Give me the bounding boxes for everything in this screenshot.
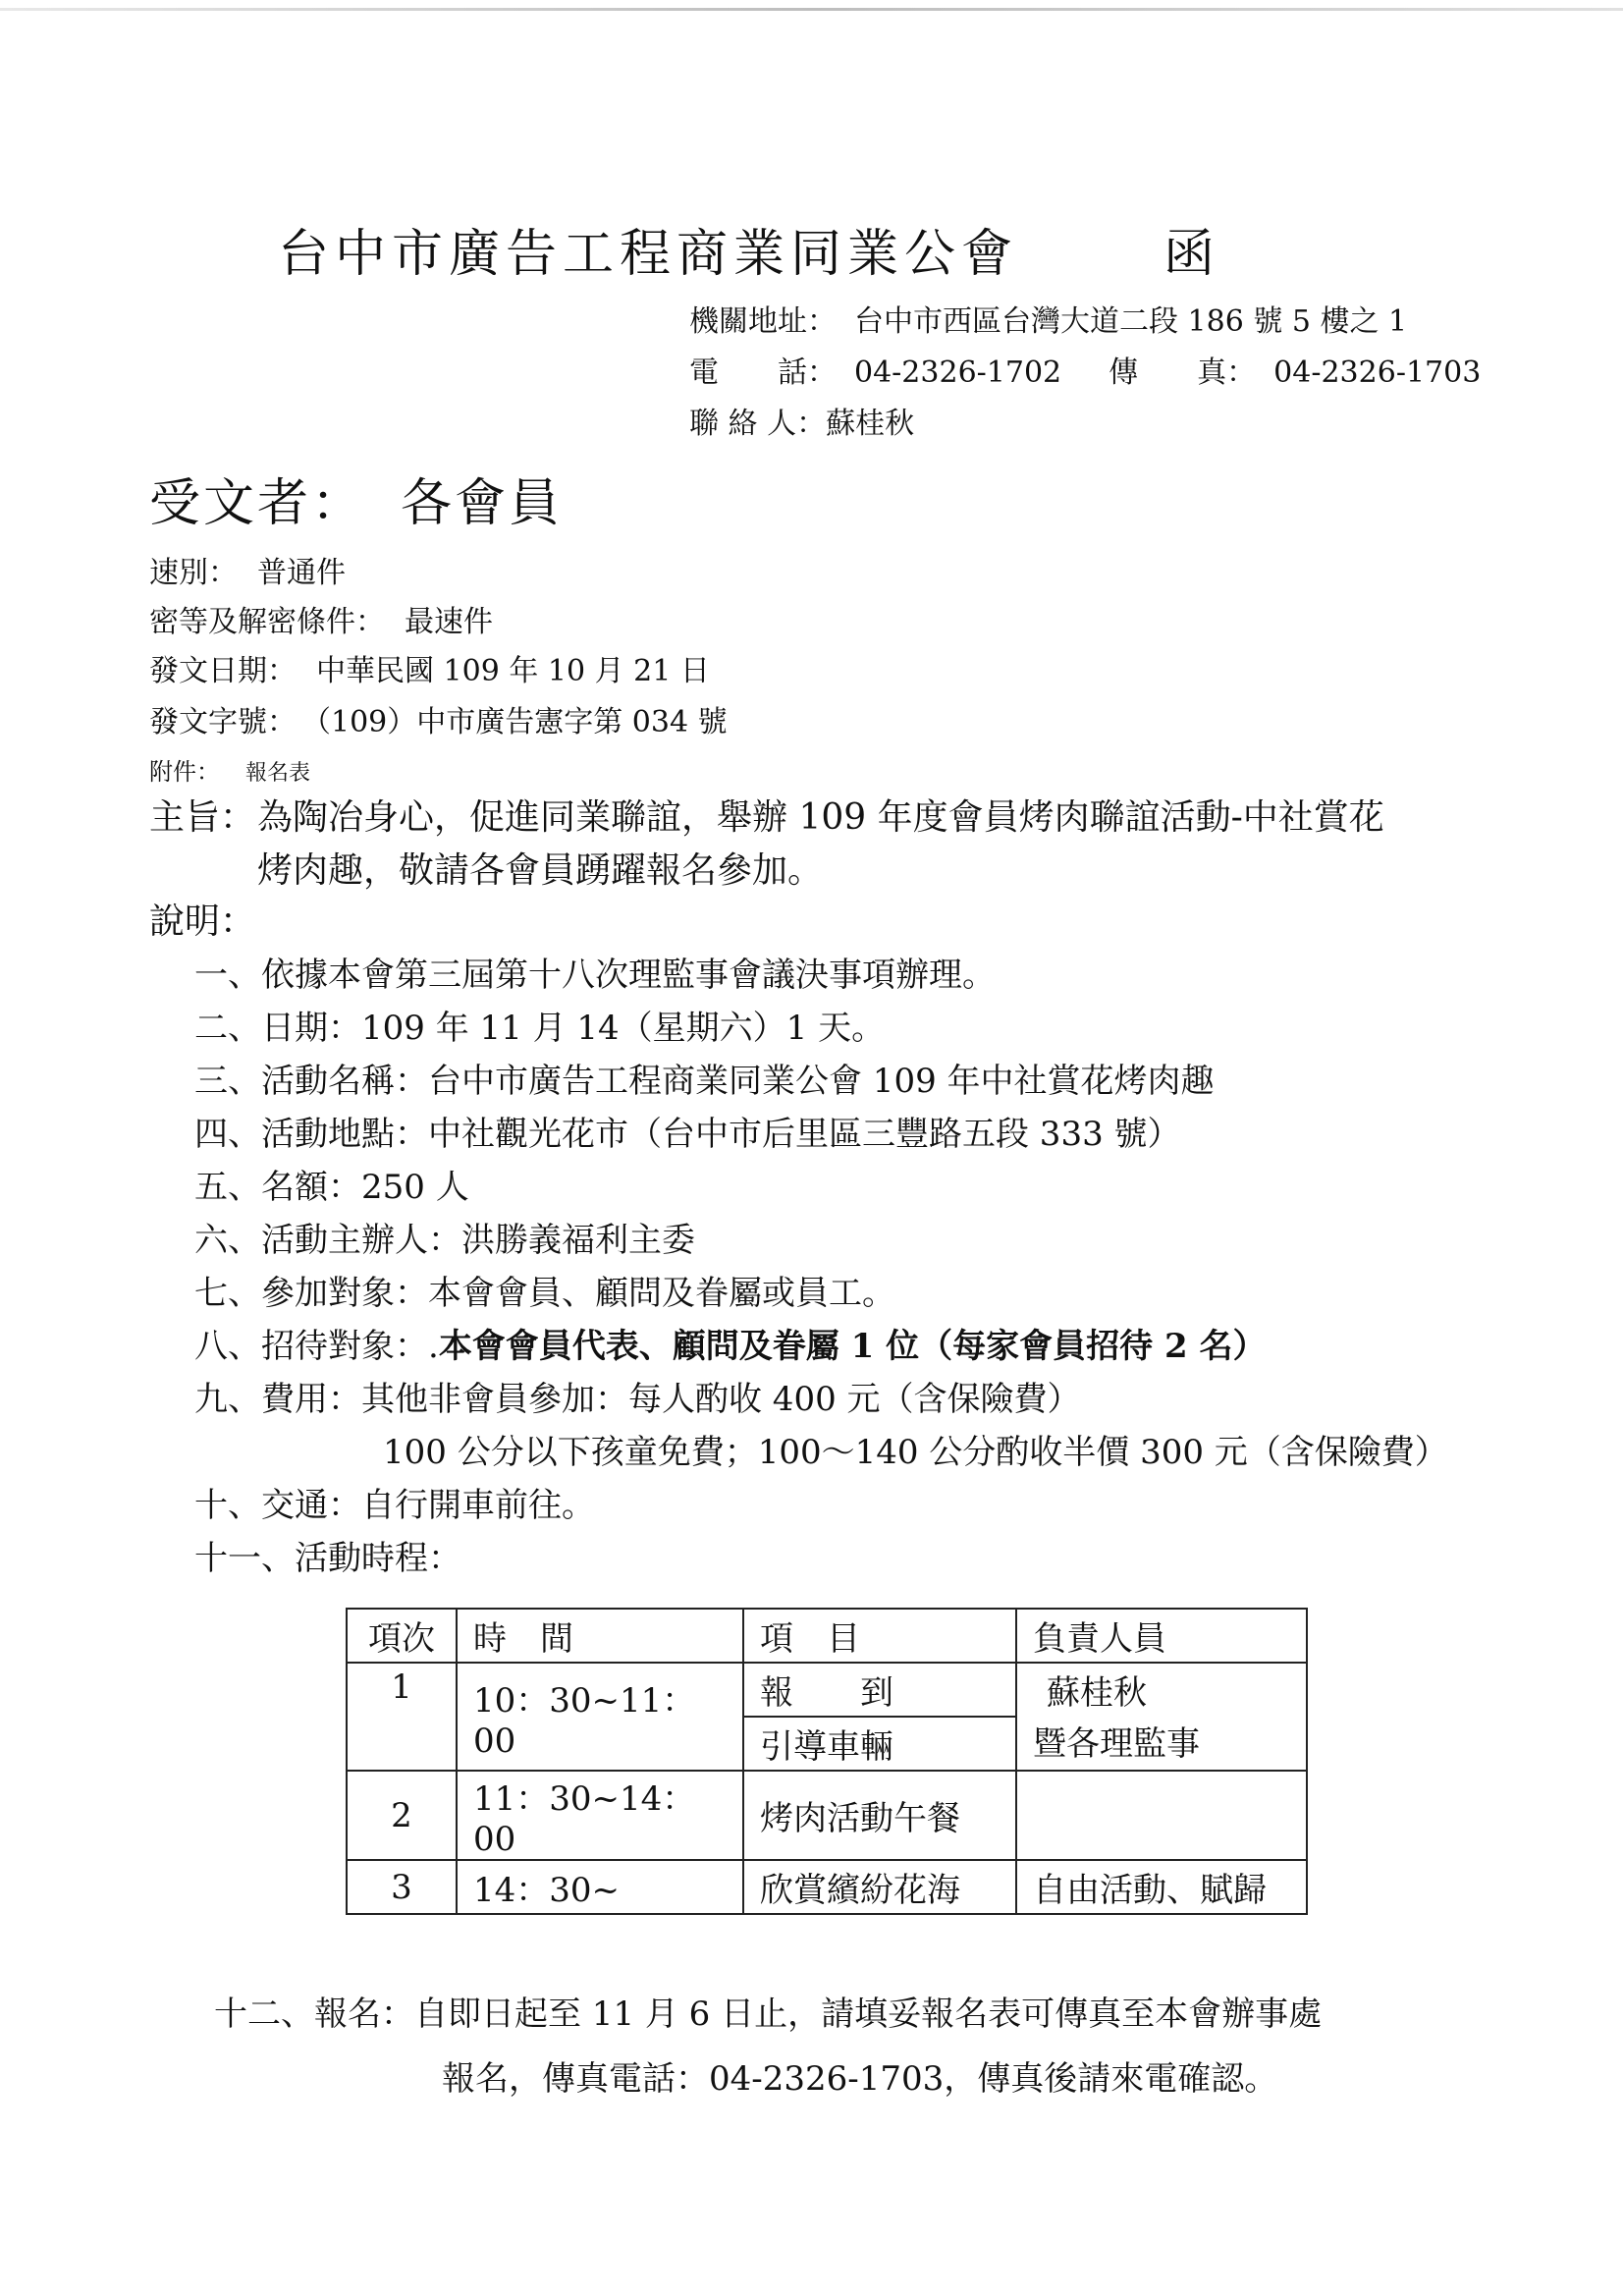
signup-paragraph [214,1982,1322,2111]
schedule-row [347,1771,1307,1860]
agency-phone-row [689,348,1481,397]
row-3-time: 14：30~ [457,1860,743,1914]
explanation-item-4: 四、活動地點：中社觀光花市（台中市后里區三豐路五段 333 號） [194,1115,1181,1154]
recipient-value: 各會員 [401,474,564,533]
speed-value: 普通件 [257,556,346,590]
item-8-emphasis: 本會會員代表、顧問及眷屬 1 位（每家會員招待 2 名） [438,1327,1267,1366]
row-1-staff-line-1: 蘇桂秋 [1047,1673,1147,1713]
speed-label: 速別： [149,556,238,590]
row-1-item-2: 引導車輛 [743,1717,1016,1771]
explanation-item-7: 七、參加對象：本會會員、顧問及眷屬或員工。 [194,1274,895,1313]
header-time: 時 間 [457,1609,743,1663]
recipient-label: 受文者： [149,474,366,533]
schedule-header-row [347,1609,1307,1663]
subject-line-1: 為陶冶身心，促進同業聯誼，舉辦 109 年度會員烤肉聯誼活動-中社賞花 [257,797,1384,838]
secrecy-field [149,597,493,640]
contact-value: 蘇桂秋 [826,407,915,441]
document-kind: 函 [1163,225,1216,284]
explanation-item-6: 六、活動主辦人：洪勝義福利主委 [194,1221,695,1260]
date-label: 發文日期： [149,654,297,688]
item-8-prefix: 八、招待對象：. [194,1327,439,1366]
row-2-item: 烤肉活動午餐 [743,1771,1016,1860]
doc-number-value: （109）中市廣告憲字第 034 號 [316,705,728,739]
agency-contact-row [689,399,914,448]
explanation-item-1: 一、依據本會第三屆第十八次理監事會議決事項辦理。 [194,956,996,995]
row-1-time: 10：30~11：00 [457,1663,743,1771]
row-2-time: 11：30~14：00 [457,1771,743,1860]
row-3-staff: 自由活動、賦歸 [1016,1860,1307,1914]
subject-label: 主旨： [149,797,256,838]
secrecy-value: 最速件 [405,605,493,639]
row-1-item-1: 報 到 [743,1663,1016,1717]
attachment-value: 報名表 [245,761,311,786]
signup-line-1: 十二、報名：自即日起至 11 月 6 日止，請填妥報名表可傳真至本會辦事處 [214,1995,1323,2034]
explanation-item-8 [194,1319,1266,1367]
date-field [149,646,710,689]
header-index: 項次 [347,1609,457,1663]
header-staff: 負責人員 [1016,1609,1307,1663]
contact-label: 聯 絡 人： [689,407,827,441]
doc-number-field [149,697,728,740]
explanation-label: 說明： [149,902,256,942]
scan-edge-line [0,8,1623,11]
schedule-row [347,1860,1307,1914]
explanation-item-3: 三、活動名稱：台中市廣告工程商業同業公會 109 年中社賞花烤肉趣 [194,1062,1215,1101]
fax-value: 04-2326-1703 [1273,355,1482,390]
recipient-line [149,462,563,535]
address-label: 機關地址： [689,304,837,339]
speed-field [149,548,346,591]
row-1-index: 1 [347,1663,457,1771]
explanation-item-9-line-1: 九、費用：其他非會員參加：每人酌收 400 元（含保險費） [194,1380,1081,1419]
row-2-index: 2 [347,1771,457,1860]
subject-line-2: 烤肉趣，敬請各會員踴躍報名參加。 [257,850,824,891]
row-3-item: 欣賞繽紛花海 [743,1860,1016,1914]
explanation-item-2: 二、日期：109 年 11 月 14（星期六）1 天。 [194,1009,886,1048]
explanation-item-11: 十一、活動時程： [194,1539,461,1578]
row-1-staff [1016,1663,1307,1771]
explanation-item-10: 十、交通：自行開車前往。 [194,1486,595,1525]
row-2-staff [1016,1771,1307,1860]
attachment-label: 附件： [149,758,220,786]
secrecy-label: 密等及解密條件： [149,605,385,639]
address-value: 台中市西區台灣大道二段 186 號 5 樓之 1 [854,304,1408,339]
header-item: 項 目 [743,1609,1016,1663]
explanation-item-5: 五、名額：250 人 [194,1168,469,1207]
doc-number-label: 發文字號： [149,705,297,739]
phone-label: 電 話： [689,355,837,390]
signup-line-2: 報名，傳真電話：04-2326-1703，傳真後請來電確認。 [442,2059,1278,2099]
fax-label: 傳 真： [1109,355,1257,390]
row-3-index: 3 [347,1860,457,1914]
row-1-staff-line-2: 暨各理監事 [1033,1724,1200,1764]
date-value: 中華民國 109 年 10 月 21 日 [316,654,710,688]
agency-address-row [689,297,1407,346]
attachment-field [149,752,310,787]
document-title: 台中市廣告工程商業同業公會 [278,225,1019,284]
schedule-table [346,1608,1308,1915]
explanation-item-9-line-2: 100 公分以下孩童免費；100～140 公分酌收半價 300 元（含保險費） [383,1433,1448,1472]
phone-value: 04-2326-1702 [854,355,1062,390]
schedule-row [347,1663,1307,1717]
